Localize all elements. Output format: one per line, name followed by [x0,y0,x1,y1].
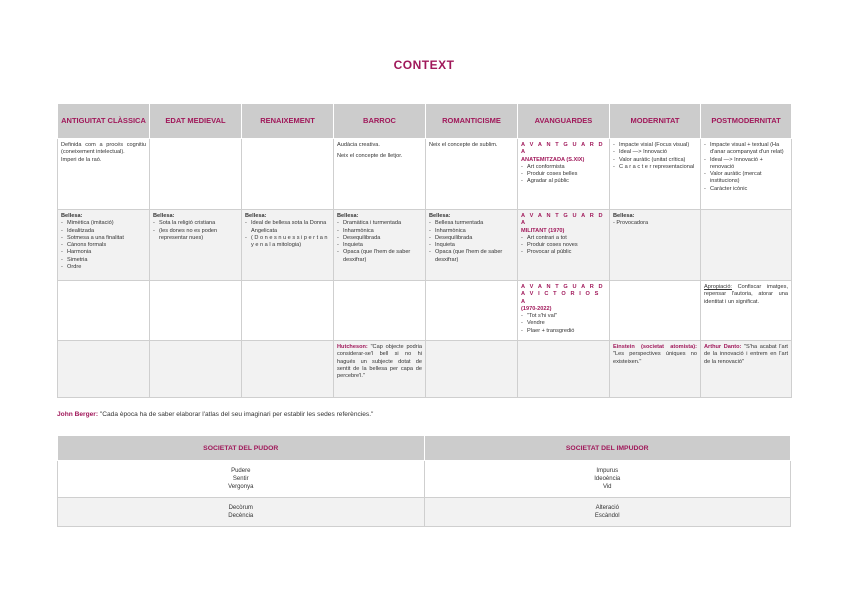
quote-text: "Les perspectives úniques no existeixen." [613,351,697,365]
cell-text: - Provocadora [613,220,649,227]
cell-subheading: ANATEMITZADA (S.XIX) [521,156,585,163]
quote-text: "S'ha acabat l'art de la innovació i entrem en l'art de la renovació" [704,344,788,365]
quote-author: John Berger: [57,411,99,418]
cell-empty [150,341,242,398]
cell-heading: A V A N T G U A R D A V I C T O R I O S A [521,284,605,305]
term: Vergonya [228,484,254,491]
societat-table [57,435,791,527]
cell-renaixement-empty [242,139,334,210]
header-renaixement: RENAIXEMENT [242,104,334,139]
list-item: - ( D o n e s n u e s s i p e r t a n y e n a l a mitologia) [245,235,330,250]
list-item: - Inharmònica [429,228,514,235]
list-item: - Harmonia [61,249,146,256]
list-item: - Ideal —> Innovació [613,149,697,156]
list-item: - Inquieta [429,242,514,249]
cell-pudor-terms [58,461,425,498]
cell-heading: A V A N T G U A R D A [521,142,605,156]
cell-postmodernitat-apropiacio [701,281,792,341]
cell-modernitat-traits [610,139,701,210]
bullet-list [521,164,606,186]
cell-barroc-bellesa [334,210,426,281]
list-item: - Sota la religió cristiana [153,220,238,227]
table-row [58,210,792,281]
header-medieval: EDAT MEDIEVAL [150,104,242,139]
cell-medieval-bellesa [150,210,242,281]
term: Impurus [596,467,619,474]
list-item: - Inquieta [337,242,422,249]
cell-heading: A V A N T G U A R D A [521,213,605,227]
cell-label: Bellesa: [153,213,175,219]
table-row [58,139,792,210]
quote-author: Hutcheson: [337,344,368,350]
header-barroc: BARROC [334,104,426,139]
cell-text: Imperi de la raó. [61,156,102,163]
header-row [58,436,791,461]
list-item: - Ideal de bellesa sota la Donna Angelicata [245,220,330,235]
quote-author: Einstein (societat atomista): [613,344,697,350]
list-item: - Art contrari a tot [521,235,606,242]
bullet-list [429,220,514,264]
list-item: - Agradar al públic [521,178,606,185]
cell-label: Bellesa: [429,213,451,219]
bullet-list [521,313,606,335]
cell-text: Neix el concepte de sublim. [429,142,498,148]
bullet-list [704,142,788,193]
quote-author: Arthur Danto: [704,344,742,350]
bullet-list [337,220,422,264]
berger-quote [57,411,791,418]
cell-modernitat-quote [610,341,701,398]
header-societat-pudor: SOCIETAT DEL PUDOR [58,436,425,461]
cell-empty [58,341,150,398]
list-item: - Sotmesa a una finalitat [61,235,146,242]
list-item: - Plaer + transgredió [521,328,606,335]
page-title: CONTEXT [393,58,455,72]
term: Decòrum [228,504,253,511]
cell-empty [610,281,701,341]
list-item: - Idealitzada [61,228,146,235]
cell-barroc-definition [334,139,426,210]
table-row [58,281,792,341]
bullet-list [153,220,238,242]
cell-subheading: MILITANT (1970) [521,227,565,234]
table-row [58,498,791,527]
cell-avanguardes-anatemitzada [518,139,610,210]
cell-antiguitat-bellesa [58,210,150,281]
cell-text: Definida com a procés cognitiu (coneixement intelectual). [61,142,146,156]
list-item: - Cànons formals [61,242,146,249]
list-item: - Art conformista [521,164,606,171]
cell-empty [58,281,150,341]
cell-barroc-quote [334,341,426,398]
term: Vid [602,484,612,491]
cell-impudor-terms [424,498,791,527]
cell-label: Bellesa: [61,213,83,219]
list-item: - Valor auràtic (unitat crítica) [613,157,697,164]
header-antiguitat: ANTIGUITAT CLÀSSICA [58,104,150,139]
cell-empty [518,341,610,398]
list-item: - Provocar al públic [521,249,606,256]
cell-antiguitat-definition [58,139,150,210]
cell-empty [242,341,334,398]
context-table [57,103,792,398]
list-item: - C a r a c t e r representacional [613,164,697,171]
cell-empty [426,341,518,398]
cell-text: Neix el concepte de lletjor. [337,153,403,160]
cell-text: Audàcia creativa. [337,142,380,148]
term: Pudere [231,467,251,474]
cell-postmodernitat-traits [701,139,792,210]
cell-label: Bellesa: [245,213,267,219]
cell-label: Bellesa: [337,213,359,219]
cell-pudor-terms [58,498,425,527]
bullet-list [61,220,146,271]
cell-text: Confiscar imatges, repensar l'autoria, atorar una identitat i un significat. [704,284,788,305]
table-row [58,341,792,398]
header-societat-impudor: SOCIETAT DEL IMPUDOR [424,436,791,461]
list-item: - Opaca (que l'hem de saber desxifrar) [429,249,514,264]
list-item: - Impacte visual + textual (Ha d'anar acompanyat d'un relat) [704,142,788,157]
bullet-list [245,220,330,249]
term: Alteració [595,504,619,511]
list-item: - Desequilibrada [429,235,514,242]
list-item: - Ideal —> Innovació + renovació [704,157,788,172]
bullet-list [521,235,606,257]
cell-impudor-terms [424,461,791,498]
list-item: - Bellesa turmentada [429,220,514,227]
list-item: - (les dones no es poden representar nues) [153,228,238,243]
cell-postmodernitat-quote [701,341,792,398]
bullet-list [613,142,697,171]
cell-empty [426,281,518,341]
header-avanguardes: AVANGUARDES [518,104,610,139]
list-item: - Produir coses noves [521,242,606,249]
list-item: - Opaca (que l'hem de saber desxifrar) [337,249,422,264]
cell-subheading: (1970-2022) [521,305,552,312]
header-row [58,104,792,139]
term: Decència [228,513,254,519]
cell-label: Bellesa: [613,213,635,219]
cell-renaixement-bellesa [242,210,334,281]
cell-empty [334,281,426,341]
quote-text: "Cada època ha de saber elaborar l'atlas del seu imaginari per establir les sedes referències." [98,411,374,418]
header-modernitat: MODERNITAT [610,104,701,139]
cell-romanticisme-bellesa [426,210,518,281]
header-postmodernitat: POSTMODERNITAT [701,104,792,139]
cell-modernitat-bellesa [610,210,701,281]
cell-empty [242,281,334,341]
list-item: - Dramàtica i turmentada [337,220,422,227]
list-item: - Valor auràtic (mercat institucions) [704,171,788,186]
list-item: - Desequilibrada [337,235,422,242]
list-item: - Produir coses belles [521,171,606,178]
term-apropiacio: Apropiació: [704,284,732,290]
cell-avanguardes-militant [518,210,610,281]
cell-empty [150,281,242,341]
term: Ideoència [594,475,621,482]
list-item: - Inharmònica [337,228,422,235]
cell-romanticisme-definition [426,139,518,210]
list-item: - Mimètica (imitació) [61,220,146,227]
list-item: - Impacte visial (Focus visual) [613,142,697,149]
list-item: - Ordre [61,264,146,271]
header-romanticisme: ROMANTICISME [426,104,518,139]
cell-postmodernitat-empty [701,210,792,281]
list-item: - "Tot s'hi val" [521,313,606,320]
term: Escàndol [594,513,620,519]
term: Sentir [232,475,249,482]
list-item: - Simetria [61,257,146,264]
cell-medieval-empty [150,139,242,210]
table-row [58,461,791,498]
quote-text: "Cap objecte podria considerar-se'l bell si no hi hagués un subjecte dotat de sentit de la bellesa per capa de percebre'l." [337,344,422,380]
cell-avanguardes-victoriosa [518,281,610,341]
list-item: - Vendre [521,320,606,327]
list-item: - Caràcter icònic [704,186,788,193]
